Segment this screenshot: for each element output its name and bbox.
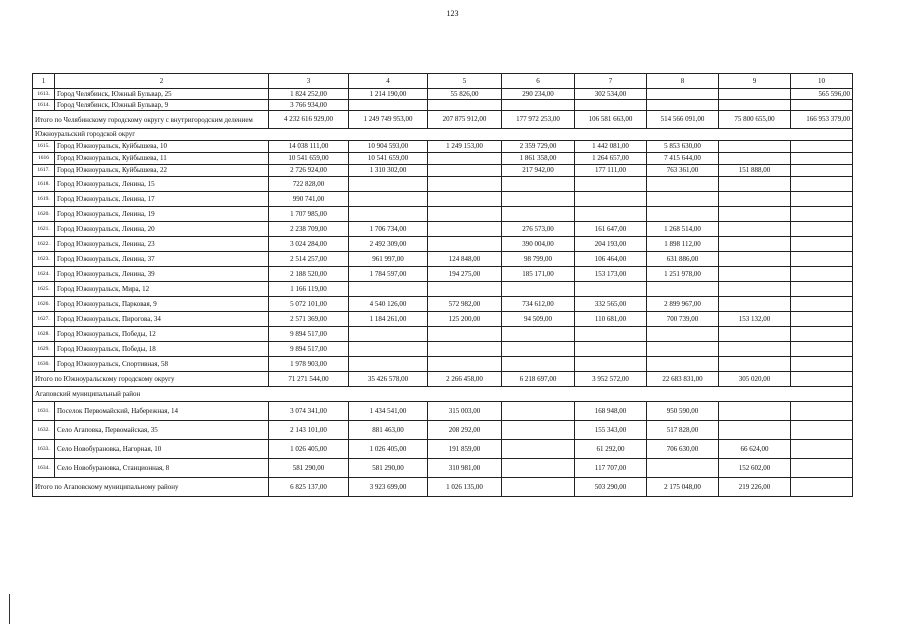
amount-cell: 3 766 934,00	[269, 100, 349, 111]
table-row	[33, 459, 853, 478]
column-number-cell: 10	[791, 74, 853, 89]
address-cell: Город Южноуральск, Ленина, 17	[55, 192, 269, 207]
amount-cell	[349, 282, 428, 297]
address-cell: Город Южноуральск, Ленина, 39	[55, 267, 269, 282]
amount-cell: 161 647,00	[575, 222, 647, 237]
amount-cell	[575, 357, 647, 372]
amount-cell: 990 741,00	[269, 192, 349, 207]
amount-cell: 106 581 663,00	[575, 111, 647, 129]
total-label: Итого по Агаповскому муниципальному району	[33, 478, 269, 497]
amount-cell: 2 175 048,00	[647, 478, 719, 497]
amount-cell: 219 226,00	[719, 478, 791, 497]
table-row	[33, 100, 853, 111]
amount-cell: 315 003,00	[428, 402, 502, 421]
section-header-row	[33, 129, 853, 141]
amount-cell: 1 707 985,00	[269, 207, 349, 222]
amount-cell	[502, 177, 575, 192]
row-number: 1617.	[33, 165, 55, 177]
amount-cell: 1 268 514,00	[647, 222, 719, 237]
amount-cell	[647, 207, 719, 222]
amount-cell: 310 981,00	[428, 459, 502, 478]
amount-cell: 1 026 135,00	[428, 478, 502, 497]
row-number: 1628.	[33, 327, 55, 342]
total-row	[33, 111, 853, 129]
row-number: 1633.	[33, 440, 55, 459]
amount-cell	[719, 237, 791, 252]
row-number: 1629.	[33, 342, 55, 357]
amount-cell	[428, 342, 502, 357]
table-row	[33, 141, 853, 153]
amount-cell: 1 249 749 953,00	[349, 111, 428, 129]
table-row	[33, 267, 853, 282]
amount-cell: 517 828,00	[647, 421, 719, 440]
row-number: 1625.	[33, 282, 55, 297]
table-row	[33, 342, 853, 357]
amount-cell	[791, 312, 853, 327]
amount-cell	[719, 153, 791, 165]
amount-cell: 3 074 341,00	[269, 402, 349, 421]
amount-cell: 124 848,00	[428, 252, 502, 267]
amount-cell: 6 218 697,00	[502, 372, 575, 387]
amount-cell: 55 826,00	[428, 89, 502, 100]
amount-cell: 151 888,00	[719, 165, 791, 177]
amount-cell: 10 541 659,00	[269, 153, 349, 165]
amount-cell: 4 540 126,00	[349, 297, 428, 312]
amount-cell	[791, 252, 853, 267]
amount-cell: 2 238 709,00	[269, 222, 349, 237]
amount-cell	[719, 342, 791, 357]
column-number-cell: 4	[349, 74, 428, 89]
address-cell: Город Южноуральск, Ленина, 19	[55, 207, 269, 222]
column-number-cell: 9	[719, 74, 791, 89]
amount-cell	[349, 327, 428, 342]
amount-cell: 763 361,00	[647, 165, 719, 177]
amount-cell	[575, 192, 647, 207]
amount-cell	[791, 421, 853, 440]
amount-cell: 110 681,00	[575, 312, 647, 327]
column-number-cell: 1	[33, 74, 55, 89]
address-cell: Город Южноуральск, Победы, 12	[55, 327, 269, 342]
amount-cell: 125 200,00	[428, 312, 502, 327]
amount-cell: 1 861 358,00	[502, 153, 575, 165]
amount-cell	[349, 357, 428, 372]
row-number: 1623.	[33, 252, 55, 267]
amount-cell: 66 624,00	[719, 440, 791, 459]
amount-cell: 61 292,00	[575, 440, 647, 459]
amount-cell: 153 132,00	[719, 312, 791, 327]
amount-cell	[575, 327, 647, 342]
total-row	[33, 372, 853, 387]
amount-cell	[349, 342, 428, 357]
amount-cell: 2 571 369,00	[269, 312, 349, 327]
amount-cell: 2 514 257,00	[269, 252, 349, 267]
table-row	[33, 357, 853, 372]
amount-cell: 71 271 544,00	[269, 372, 349, 387]
address-cell: Поселок Первомайский, Набережная, 14	[55, 402, 269, 421]
amount-cell: 9 894 517,00	[269, 342, 349, 357]
amount-cell	[719, 100, 791, 111]
amount-cell: 207 875 912,00	[428, 111, 502, 129]
amount-cell: 106 464,00	[575, 252, 647, 267]
table-row	[33, 252, 853, 267]
amount-cell	[719, 327, 791, 342]
total-label: Итого по Челябинскому городскому округу с внутригородским делением	[33, 111, 269, 129]
amount-cell: 5 072 101,00	[269, 297, 349, 312]
amount-cell	[719, 402, 791, 421]
amount-cell	[502, 327, 575, 342]
row-number: 1634.	[33, 459, 55, 478]
amount-cell: 3 024 284,00	[269, 237, 349, 252]
amount-cell: 2 726 924,00	[269, 165, 349, 177]
amount-cell	[791, 153, 853, 165]
amount-cell: 1 214 190,00	[349, 89, 428, 100]
table-row	[33, 207, 853, 222]
amount-cell: 35 426 578,00	[349, 372, 428, 387]
amount-cell: 5 853 630,00	[647, 141, 719, 153]
amount-cell	[349, 207, 428, 222]
amount-cell	[719, 141, 791, 153]
amount-cell: 3 952 572,00	[575, 372, 647, 387]
amount-cell: 1 824 252,00	[269, 89, 349, 100]
amount-cell	[719, 357, 791, 372]
amount-cell: 503 290,00	[575, 478, 647, 497]
amount-cell: 734 612,00	[502, 297, 575, 312]
amount-cell	[719, 177, 791, 192]
row-number: 1626.	[33, 297, 55, 312]
amount-cell	[349, 100, 428, 111]
amount-cell: 1 026 405,00	[349, 440, 428, 459]
amount-cell	[719, 267, 791, 282]
amount-cell: 191 859,00	[428, 440, 502, 459]
amount-cell: 276 573,00	[502, 222, 575, 237]
amount-cell: 706 630,00	[647, 440, 719, 459]
amount-cell: 22 683 831,00	[647, 372, 719, 387]
amount-cell: 217 942,00	[502, 165, 575, 177]
address-cell: Село Новобурановка, Станционная, 8	[55, 459, 269, 478]
row-number: 1619.	[33, 192, 55, 207]
table-row	[33, 421, 853, 440]
amount-cell: 94 509,00	[502, 312, 575, 327]
amount-cell	[502, 100, 575, 111]
amount-cell: 3 923 699,00	[349, 478, 428, 497]
amount-cell	[791, 267, 853, 282]
amount-cell	[502, 440, 575, 459]
amount-cell	[502, 207, 575, 222]
amount-cell: 1 784 597,00	[349, 267, 428, 282]
table-row	[33, 440, 853, 459]
amount-cell	[791, 342, 853, 357]
address-cell: Город Южноуральск, Победы, 18	[55, 342, 269, 357]
amount-cell	[575, 207, 647, 222]
amount-cell: 1 264 657,00	[575, 153, 647, 165]
address-cell: Город Южноуральск, Парковая, 9	[55, 297, 269, 312]
amount-cell: 1 434 541,00	[349, 402, 428, 421]
amount-cell	[647, 342, 719, 357]
amount-cell	[647, 327, 719, 342]
amount-cell	[791, 357, 853, 372]
margin-mark	[9, 594, 10, 624]
table-row	[33, 89, 853, 100]
address-cell: Город Южноуральск, Ленина, 37	[55, 252, 269, 267]
amount-cell	[791, 192, 853, 207]
amount-cell: 177 111,00	[575, 165, 647, 177]
amount-cell	[502, 478, 575, 497]
amount-cell: 10 904 593,00	[349, 141, 428, 153]
amount-cell	[502, 357, 575, 372]
amount-cell	[502, 192, 575, 207]
amount-cell: 14 038 111,00	[269, 141, 349, 153]
amount-cell	[791, 402, 853, 421]
address-cell: Село Агаповка, Первомайская, 35	[55, 421, 269, 440]
amount-cell: 117 707,00	[575, 459, 647, 478]
section-header-row	[33, 387, 853, 402]
address-cell: Город Южноуральск, Мира, 12	[55, 282, 269, 297]
amount-cell	[791, 165, 853, 177]
amount-cell: 98 799,00	[502, 252, 575, 267]
row-number: 1613.	[33, 89, 55, 100]
amount-cell	[428, 237, 502, 252]
amount-cell	[349, 177, 428, 192]
table-row	[33, 327, 853, 342]
address-cell: Город Южноуральск, Куйбышева, 22	[55, 165, 269, 177]
column-number-cell: 5	[428, 74, 502, 89]
table-row	[33, 297, 853, 312]
amount-cell	[791, 459, 853, 478]
table-row	[33, 153, 853, 165]
amount-cell: 4 232 616 929,00	[269, 111, 349, 129]
section-title: Южноуральский городской округ	[33, 129, 853, 141]
amount-cell	[647, 192, 719, 207]
row-number: 1622.	[33, 237, 55, 252]
amount-cell: 168 948,00	[575, 402, 647, 421]
amount-cell: 9 894 517,00	[269, 327, 349, 342]
amount-cell	[575, 282, 647, 297]
address-cell: Город Южноуральск, Ленина, 15	[55, 177, 269, 192]
amount-cell	[719, 222, 791, 237]
table-row	[33, 177, 853, 192]
amount-cell: 950 590,00	[647, 402, 719, 421]
column-number-cell: 8	[647, 74, 719, 89]
amount-cell: 961 997,00	[349, 252, 428, 267]
table-row	[33, 312, 853, 327]
address-cell: Село Новобурановка, Нагорная, 10	[55, 440, 269, 459]
amount-cell	[502, 459, 575, 478]
amount-cell	[719, 207, 791, 222]
amount-cell: 2 188 520,00	[269, 267, 349, 282]
amount-cell	[791, 327, 853, 342]
amount-cell	[791, 177, 853, 192]
amount-cell: 75 800 655,00	[719, 111, 791, 129]
column-number-row	[33, 74, 853, 89]
row-number: 1614.	[33, 100, 55, 111]
address-cell: Город Южноуральск, Куйбышева, 11	[55, 153, 269, 165]
amount-cell: 581 290,00	[269, 459, 349, 478]
table-row	[33, 165, 853, 177]
amount-cell: 700 739,00	[647, 312, 719, 327]
amount-cell	[575, 177, 647, 192]
row-number: 1618.	[33, 177, 55, 192]
amount-cell: 722 828,00	[269, 177, 349, 192]
amount-cell: 2 143 101,00	[269, 421, 349, 440]
amount-cell: 194 275,00	[428, 267, 502, 282]
amount-cell	[791, 237, 853, 252]
amount-cell: 166 953 379,00	[791, 111, 853, 129]
address-cell: Город Южноуральск, Куйбышева, 10	[55, 141, 269, 153]
row-number: 1615.	[33, 141, 55, 153]
amount-cell: 208 292,00	[428, 421, 502, 440]
amount-cell: 1 706 734,00	[349, 222, 428, 237]
amount-cell: 305 020,00	[719, 372, 791, 387]
amount-cell	[575, 100, 647, 111]
amount-cell: 185 171,00	[502, 267, 575, 282]
row-number: 1624.	[33, 267, 55, 282]
table-row	[33, 222, 853, 237]
column-number-cell: 6	[502, 74, 575, 89]
amount-cell: 1 978 903,00	[269, 357, 349, 372]
address-cell: Город Южноуральск, Пирогова, 34	[55, 312, 269, 327]
address-cell: Город Челябинск, Южный Бульвар, 25	[55, 89, 269, 100]
amount-cell: 1 898 112,00	[647, 237, 719, 252]
address-cell: Город Южноуральск, Ленина, 20	[55, 222, 269, 237]
address-cell: Город Южноуральск, Спортивная, 58	[55, 357, 269, 372]
amount-cell	[502, 282, 575, 297]
amount-cell: 565 596,00	[791, 89, 853, 100]
row-number: 1616	[33, 153, 55, 165]
amount-cell	[791, 282, 853, 297]
address-cell: Город Челябинск, Южный Бульвар, 9	[55, 100, 269, 111]
amount-cell	[719, 282, 791, 297]
table-row	[33, 192, 853, 207]
amount-cell	[647, 177, 719, 192]
amount-cell: 1 026 405,00	[269, 440, 349, 459]
amount-cell	[428, 327, 502, 342]
table-row	[33, 282, 853, 297]
amount-cell: 204 193,00	[575, 237, 647, 252]
amount-cell: 881 463,00	[349, 421, 428, 440]
amount-cell	[428, 207, 502, 222]
amount-cell: 390 004,00	[502, 237, 575, 252]
amount-cell: 1 184 261,00	[349, 312, 428, 327]
amount-cell	[647, 100, 719, 111]
total-row	[33, 478, 853, 497]
amount-cell	[428, 177, 502, 192]
amount-cell: 581 290,00	[349, 459, 428, 478]
budget-table	[32, 73, 853, 497]
amount-cell: 2 266 458,00	[428, 372, 502, 387]
section-title: Агаповский муниципальный район	[33, 387, 853, 402]
amount-cell	[428, 165, 502, 177]
amount-cell	[791, 440, 853, 459]
amount-cell: 332 565,00	[575, 297, 647, 312]
address-cell: Город Южноуральск, Ленина, 23	[55, 237, 269, 252]
amount-cell: 2 492 309,00	[349, 237, 428, 252]
row-number: 1630.	[33, 357, 55, 372]
amount-cell	[428, 282, 502, 297]
row-number: 1621.	[33, 222, 55, 237]
amount-cell: 177 972 253,00	[502, 111, 575, 129]
row-number: 1620.	[33, 207, 55, 222]
amount-cell: 2 359 729,00	[502, 141, 575, 153]
amount-cell	[647, 459, 719, 478]
amount-cell	[647, 282, 719, 297]
amount-cell: 155 343,00	[575, 421, 647, 440]
amount-cell	[791, 478, 853, 497]
amount-cell: 1 251 978,00	[647, 267, 719, 282]
column-number-cell: 2	[55, 74, 269, 89]
amount-cell	[428, 153, 502, 165]
amount-cell: 10 541 659,00	[349, 153, 428, 165]
amount-cell	[791, 222, 853, 237]
amount-cell	[647, 357, 719, 372]
amount-cell	[791, 297, 853, 312]
amount-cell: 1 166 119,00	[269, 282, 349, 297]
table-row	[33, 237, 853, 252]
amount-cell: 1 249 153,00	[428, 141, 502, 153]
amount-cell	[428, 357, 502, 372]
amount-cell	[428, 100, 502, 111]
amount-cell	[719, 297, 791, 312]
amount-cell: 152 602,00	[719, 459, 791, 478]
amount-cell	[502, 342, 575, 357]
amount-cell: 1 442 081,00	[575, 141, 647, 153]
amount-cell	[719, 89, 791, 100]
amount-cell: 302 534,00	[575, 89, 647, 100]
row-number: 1631.	[33, 402, 55, 421]
amount-cell: 631 886,00	[647, 252, 719, 267]
total-label: Итого по Южноуральскому городскому округу	[33, 372, 269, 387]
amount-cell: 153 173,00	[575, 267, 647, 282]
amount-cell	[647, 89, 719, 100]
amount-cell: 514 566 091,00	[647, 111, 719, 129]
amount-cell	[502, 421, 575, 440]
column-number-cell: 3	[269, 74, 349, 89]
amount-cell	[791, 100, 853, 111]
row-number: 1632.	[33, 421, 55, 440]
amount-cell	[719, 192, 791, 207]
amount-cell: 290 234,00	[502, 89, 575, 100]
amount-cell	[575, 342, 647, 357]
amount-cell	[502, 402, 575, 421]
amount-cell	[791, 207, 853, 222]
amount-cell: 572 982,00	[428, 297, 502, 312]
column-number-cell: 7	[575, 74, 647, 89]
amount-cell	[719, 252, 791, 267]
amount-cell	[349, 192, 428, 207]
amount-cell: 7 415 644,00	[647, 153, 719, 165]
amount-cell: 6 825 137,00	[269, 478, 349, 497]
amount-cell	[428, 222, 502, 237]
row-number: 1627.	[33, 312, 55, 327]
table-row	[33, 402, 853, 421]
amount-cell	[791, 141, 853, 153]
amount-cell: 2 899 967,00	[647, 297, 719, 312]
amount-cell: 1 310 302,00	[349, 165, 428, 177]
amount-cell	[428, 192, 502, 207]
amount-cell	[791, 372, 853, 387]
page-number: 123	[446, 9, 459, 18]
amount-cell	[719, 421, 791, 440]
